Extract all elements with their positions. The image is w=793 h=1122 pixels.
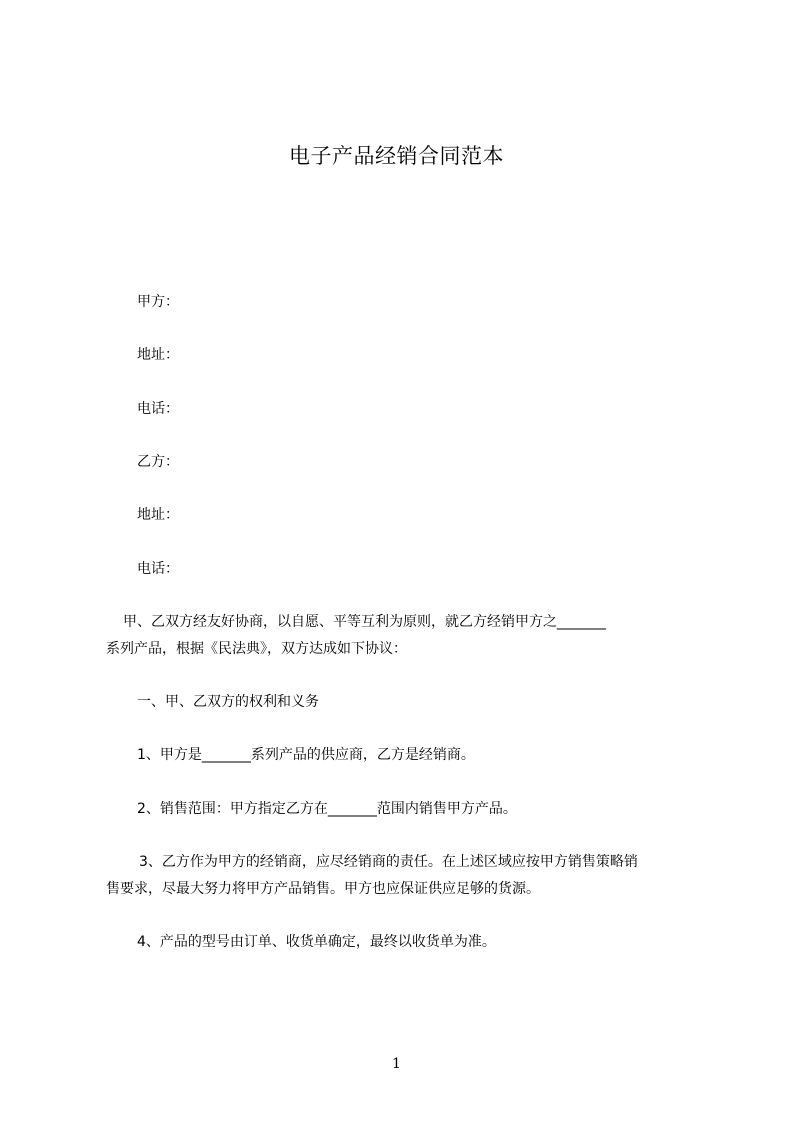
clause-1: 1、甲方是_______系列产品的供应商，乙方是经销商。 (137, 747, 475, 763)
party-b-label: 乙方： (137, 454, 179, 470)
preamble-line-1: 甲、乙双方经友好协商，以自愿、平等互利为原则，就乙方经销甲方之_______ (123, 614, 606, 630)
preamble-line-2: 系列产品，根据《民法典》，双方达成如下协议： (106, 641, 407, 657)
document-title: 电子产品经销合同范本 (289, 144, 504, 168)
party-b-phone-label: 电话： (137, 561, 179, 577)
party-a-label: 甲方： (137, 294, 179, 310)
party-b-address-label: 地址： (137, 507, 179, 523)
section-1-heading: 一、甲、乙双方的权利和义务 (137, 694, 319, 710)
clause-3-line-2: 售要求，尽最大努力将甲方产品销售。甲方也应保证供应足够的货源。 (106, 881, 540, 897)
clause-4: 4、产品的型号由订单、收货单确定，最终以收货单为准。 (137, 934, 496, 950)
clause-3-line-1: 3、乙方作为甲方的经销商，应尽经销商的责任。在上述区域应按甲方销售策略销 (139, 854, 638, 870)
page-number: 1 (392, 1056, 401, 1072)
clause-2: 2、销售范围：甲方指定乙方在_______范围内销售甲方产品。 (137, 801, 517, 817)
party-a-address-label: 地址： (137, 347, 179, 363)
party-a-phone-label: 电话： (137, 401, 179, 417)
